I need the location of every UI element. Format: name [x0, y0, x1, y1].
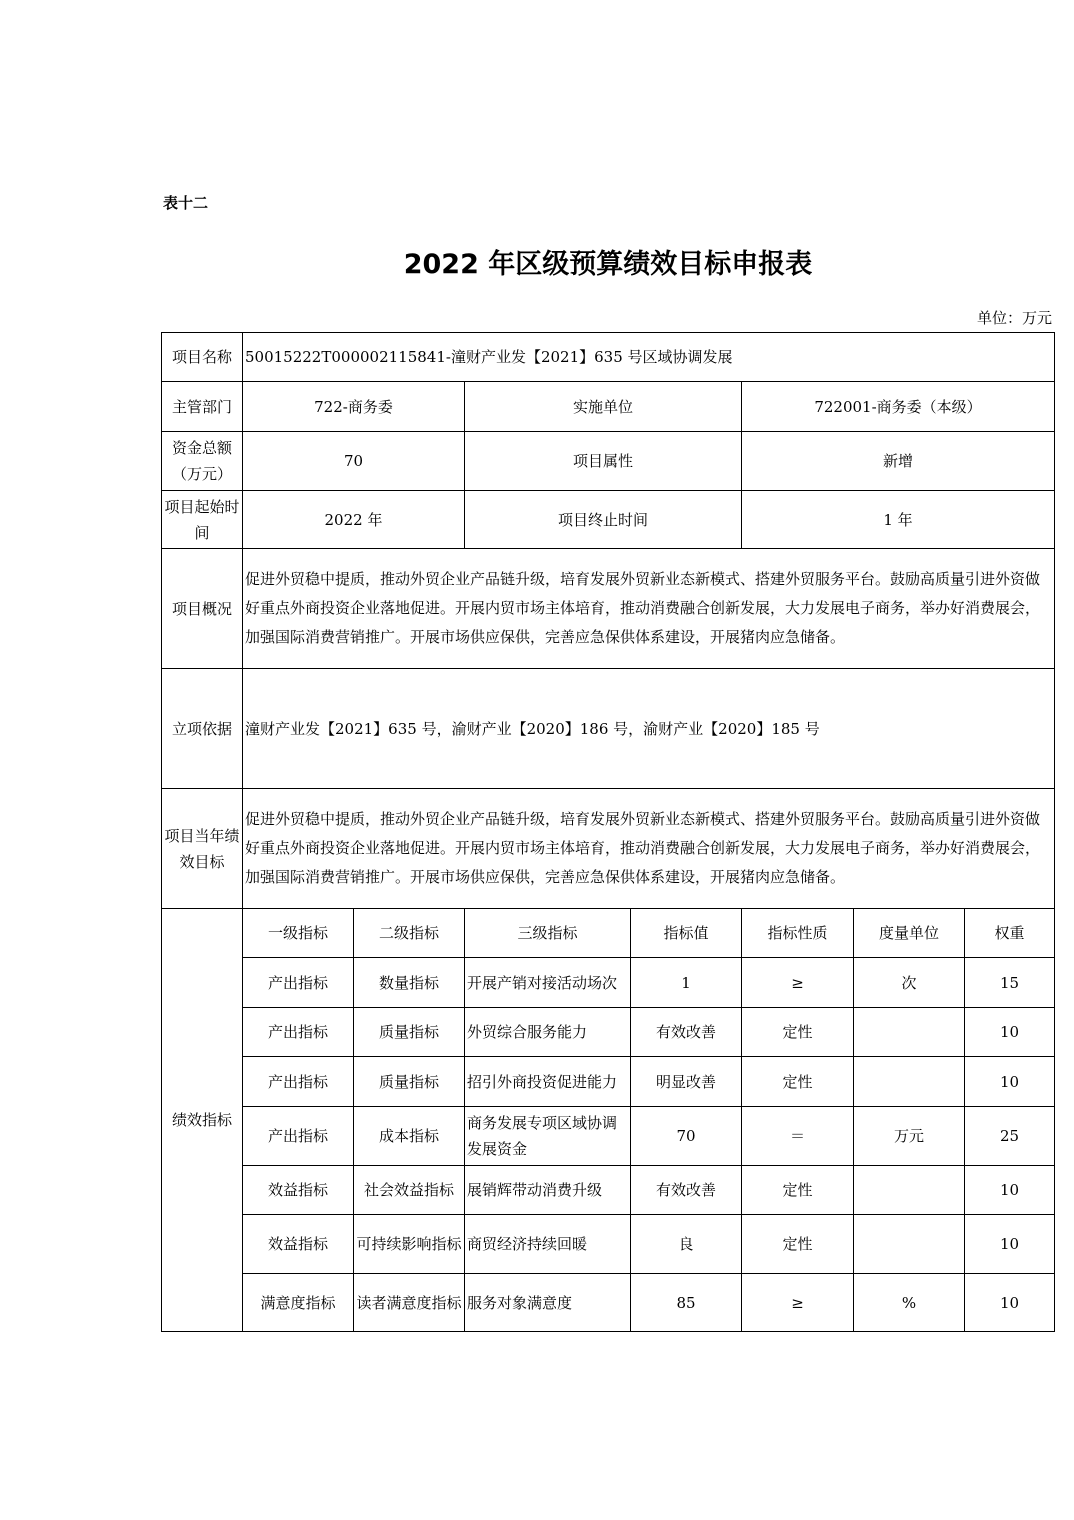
row-basis	[162, 669, 1055, 789]
indicator-row	[162, 1215, 1055, 1274]
start-time-label: 项目起始时间	[162, 491, 243, 549]
value-cell: 有效改善	[631, 1166, 742, 1215]
level1-cell: 产出指标	[243, 1008, 354, 1057]
unit-cell: 万元	[854, 1107, 965, 1166]
header-level2: 二级指标	[354, 909, 465, 958]
unit-label: 单位：万元	[976, 309, 1052, 327]
row-overview	[162, 549, 1055, 669]
level3-cell: 商贸经济持续回暖	[465, 1215, 631, 1274]
level2-cell: 质量指标	[354, 1057, 465, 1107]
unit-cell: %	[854, 1274, 965, 1332]
value-cell: 良	[631, 1215, 742, 1274]
unit-cell: 次	[854, 958, 965, 1008]
header-level1: 一级指标	[243, 909, 354, 958]
weight-cell: 10	[965, 1166, 1055, 1215]
basis-label: 立项依据	[162, 669, 243, 789]
row-project-name	[162, 333, 1055, 382]
basis-value: 潼财产业发【2021】635 号，渝财产业【2020】186 号，渝财产业【2020】185 号	[243, 669, 1055, 789]
total-funds-value: 70	[243, 432, 465, 491]
value-cell: 有效改善	[631, 1008, 742, 1057]
row-annual-goal	[162, 789, 1055, 909]
page-title: 2022 年区级预算绩效目标申报表	[403, 249, 813, 280]
indicator-row	[162, 1057, 1055, 1107]
overview-value: 促进外贸稳中提质，推动外贸企业产品链升级，培育发展外贸新业态新模式、搭建外贸服务平台。鼓励高质量引进外资做好重点外商投资企业落地促进。开展内贸市场主体培育，推动消费融合创新发展，大力发展电子商务，举办好消费展会，加强国际消费营销推广。开展市场供应保供，完善应急保供体系建设，开展猪肉应急储备。	[243, 549, 1055, 669]
end-time-label: 项目终止时间	[465, 491, 742, 549]
row-time	[162, 491, 1055, 549]
header-unit: 度量单位	[854, 909, 965, 958]
header-nature: 指标性质	[742, 909, 854, 958]
level2-cell: 读者满意度指标	[354, 1274, 465, 1332]
nature-cell: ≥	[742, 958, 854, 1008]
level3-cell: 展销辉带动消费升级	[465, 1166, 631, 1215]
unit-cell	[854, 1008, 965, 1057]
unit-cell	[854, 1166, 965, 1215]
level2-cell: 可持续影响指标	[354, 1215, 465, 1274]
weight-cell: 10	[965, 1215, 1055, 1274]
level3-cell: 招引外商投资促进能力	[465, 1057, 631, 1107]
level2-cell: 质量指标	[354, 1008, 465, 1057]
implementing-unit-value: 722001-商务委（本级）	[742, 382, 1055, 432]
indicator-row	[162, 1008, 1055, 1057]
weight-cell: 10	[965, 1008, 1055, 1057]
header-weight: 权重	[965, 909, 1055, 958]
value-cell: 70	[631, 1107, 742, 1166]
nature-cell: ＝	[742, 1107, 854, 1166]
nature-cell: 定性	[742, 1166, 854, 1215]
nature-cell: 定性	[742, 1057, 854, 1107]
level1-cell: 满意度指标	[243, 1274, 354, 1332]
row-funds	[162, 432, 1055, 491]
unit-cell	[854, 1057, 965, 1107]
row-department	[162, 382, 1055, 432]
level1-cell: 产出指标	[243, 1057, 354, 1107]
value-cell: 85	[631, 1274, 742, 1332]
overview-label: 项目概况	[162, 549, 243, 669]
value-cell: 1	[631, 958, 742, 1008]
weight-cell: 10	[965, 1274, 1055, 1332]
project-name-label: 项目名称	[162, 333, 243, 382]
level1-cell: 效益指标	[243, 1215, 354, 1274]
start-time-value: 2022 年	[243, 491, 465, 549]
indicator-row	[162, 1166, 1055, 1215]
department-value: 722-商务委	[243, 382, 465, 432]
level3-cell: 服务对象满意度	[465, 1274, 631, 1332]
table-number: 表十二	[163, 194, 209, 212]
total-funds-label: 资金总额（万元）	[162, 432, 243, 491]
header-value: 指标值	[631, 909, 742, 958]
implementing-unit-label: 实施单位	[465, 382, 742, 432]
annual-goal-value: 促进外贸稳中提质，推动外贸企业产品链升级，培育发展外贸新业态新模式、搭建外贸服务平台。鼓励高质量引进外资做好重点外商投资企业落地促进。开展内贸市场主体培育，推动消费融合创新发展，大力发展电子商务，举办好消费展会，加强国际消费营销推广。开展市场供应保供，完善应急保供体系建设，开展猪肉应急储备。	[243, 789, 1055, 909]
level3-cell: 开展产销对接活动场次	[465, 958, 631, 1008]
project-attribute-label: 项目属性	[465, 432, 742, 491]
indicator-header-row	[162, 909, 1055, 958]
annual-goal-label: 项目当年绩效目标	[162, 789, 243, 909]
department-label: 主管部门	[162, 382, 243, 432]
weight-cell: 10	[965, 1057, 1055, 1107]
indicator-row	[162, 958, 1055, 1008]
level3-cell: 外贸综合服务能力	[465, 1008, 631, 1057]
indicator-row	[162, 1107, 1055, 1166]
value-cell: 明显改善	[631, 1057, 742, 1107]
level2-cell: 数量指标	[354, 958, 465, 1008]
project-attribute-value: 新增	[742, 432, 1055, 491]
indicators-label: 绩效指标	[162, 909, 243, 1332]
nature-cell: 定性	[742, 1008, 854, 1057]
weight-cell: 15	[965, 958, 1055, 1008]
end-time-value: 1 年	[742, 491, 1055, 549]
level1-cell: 产出指标	[243, 958, 354, 1008]
header-level3: 三级指标	[465, 909, 631, 958]
weight-cell: 25	[965, 1107, 1055, 1166]
nature-cell: ≥	[742, 1274, 854, 1332]
level1-cell: 产出指标	[243, 1107, 354, 1166]
performance-form-table	[161, 332, 1055, 1332]
level2-cell: 成本指标	[354, 1107, 465, 1166]
nature-cell: 定性	[742, 1215, 854, 1274]
level3-cell: 商务发展专项区域协调发展资金	[465, 1107, 631, 1166]
level2-cell: 社会效益指标	[354, 1166, 465, 1215]
level1-cell: 效益指标	[243, 1166, 354, 1215]
project-name-value: 50015222T000002115841-潼财产业发【2021】635 号区域协调发展	[243, 333, 1055, 382]
unit-cell	[854, 1215, 965, 1274]
indicator-row	[162, 1274, 1055, 1332]
